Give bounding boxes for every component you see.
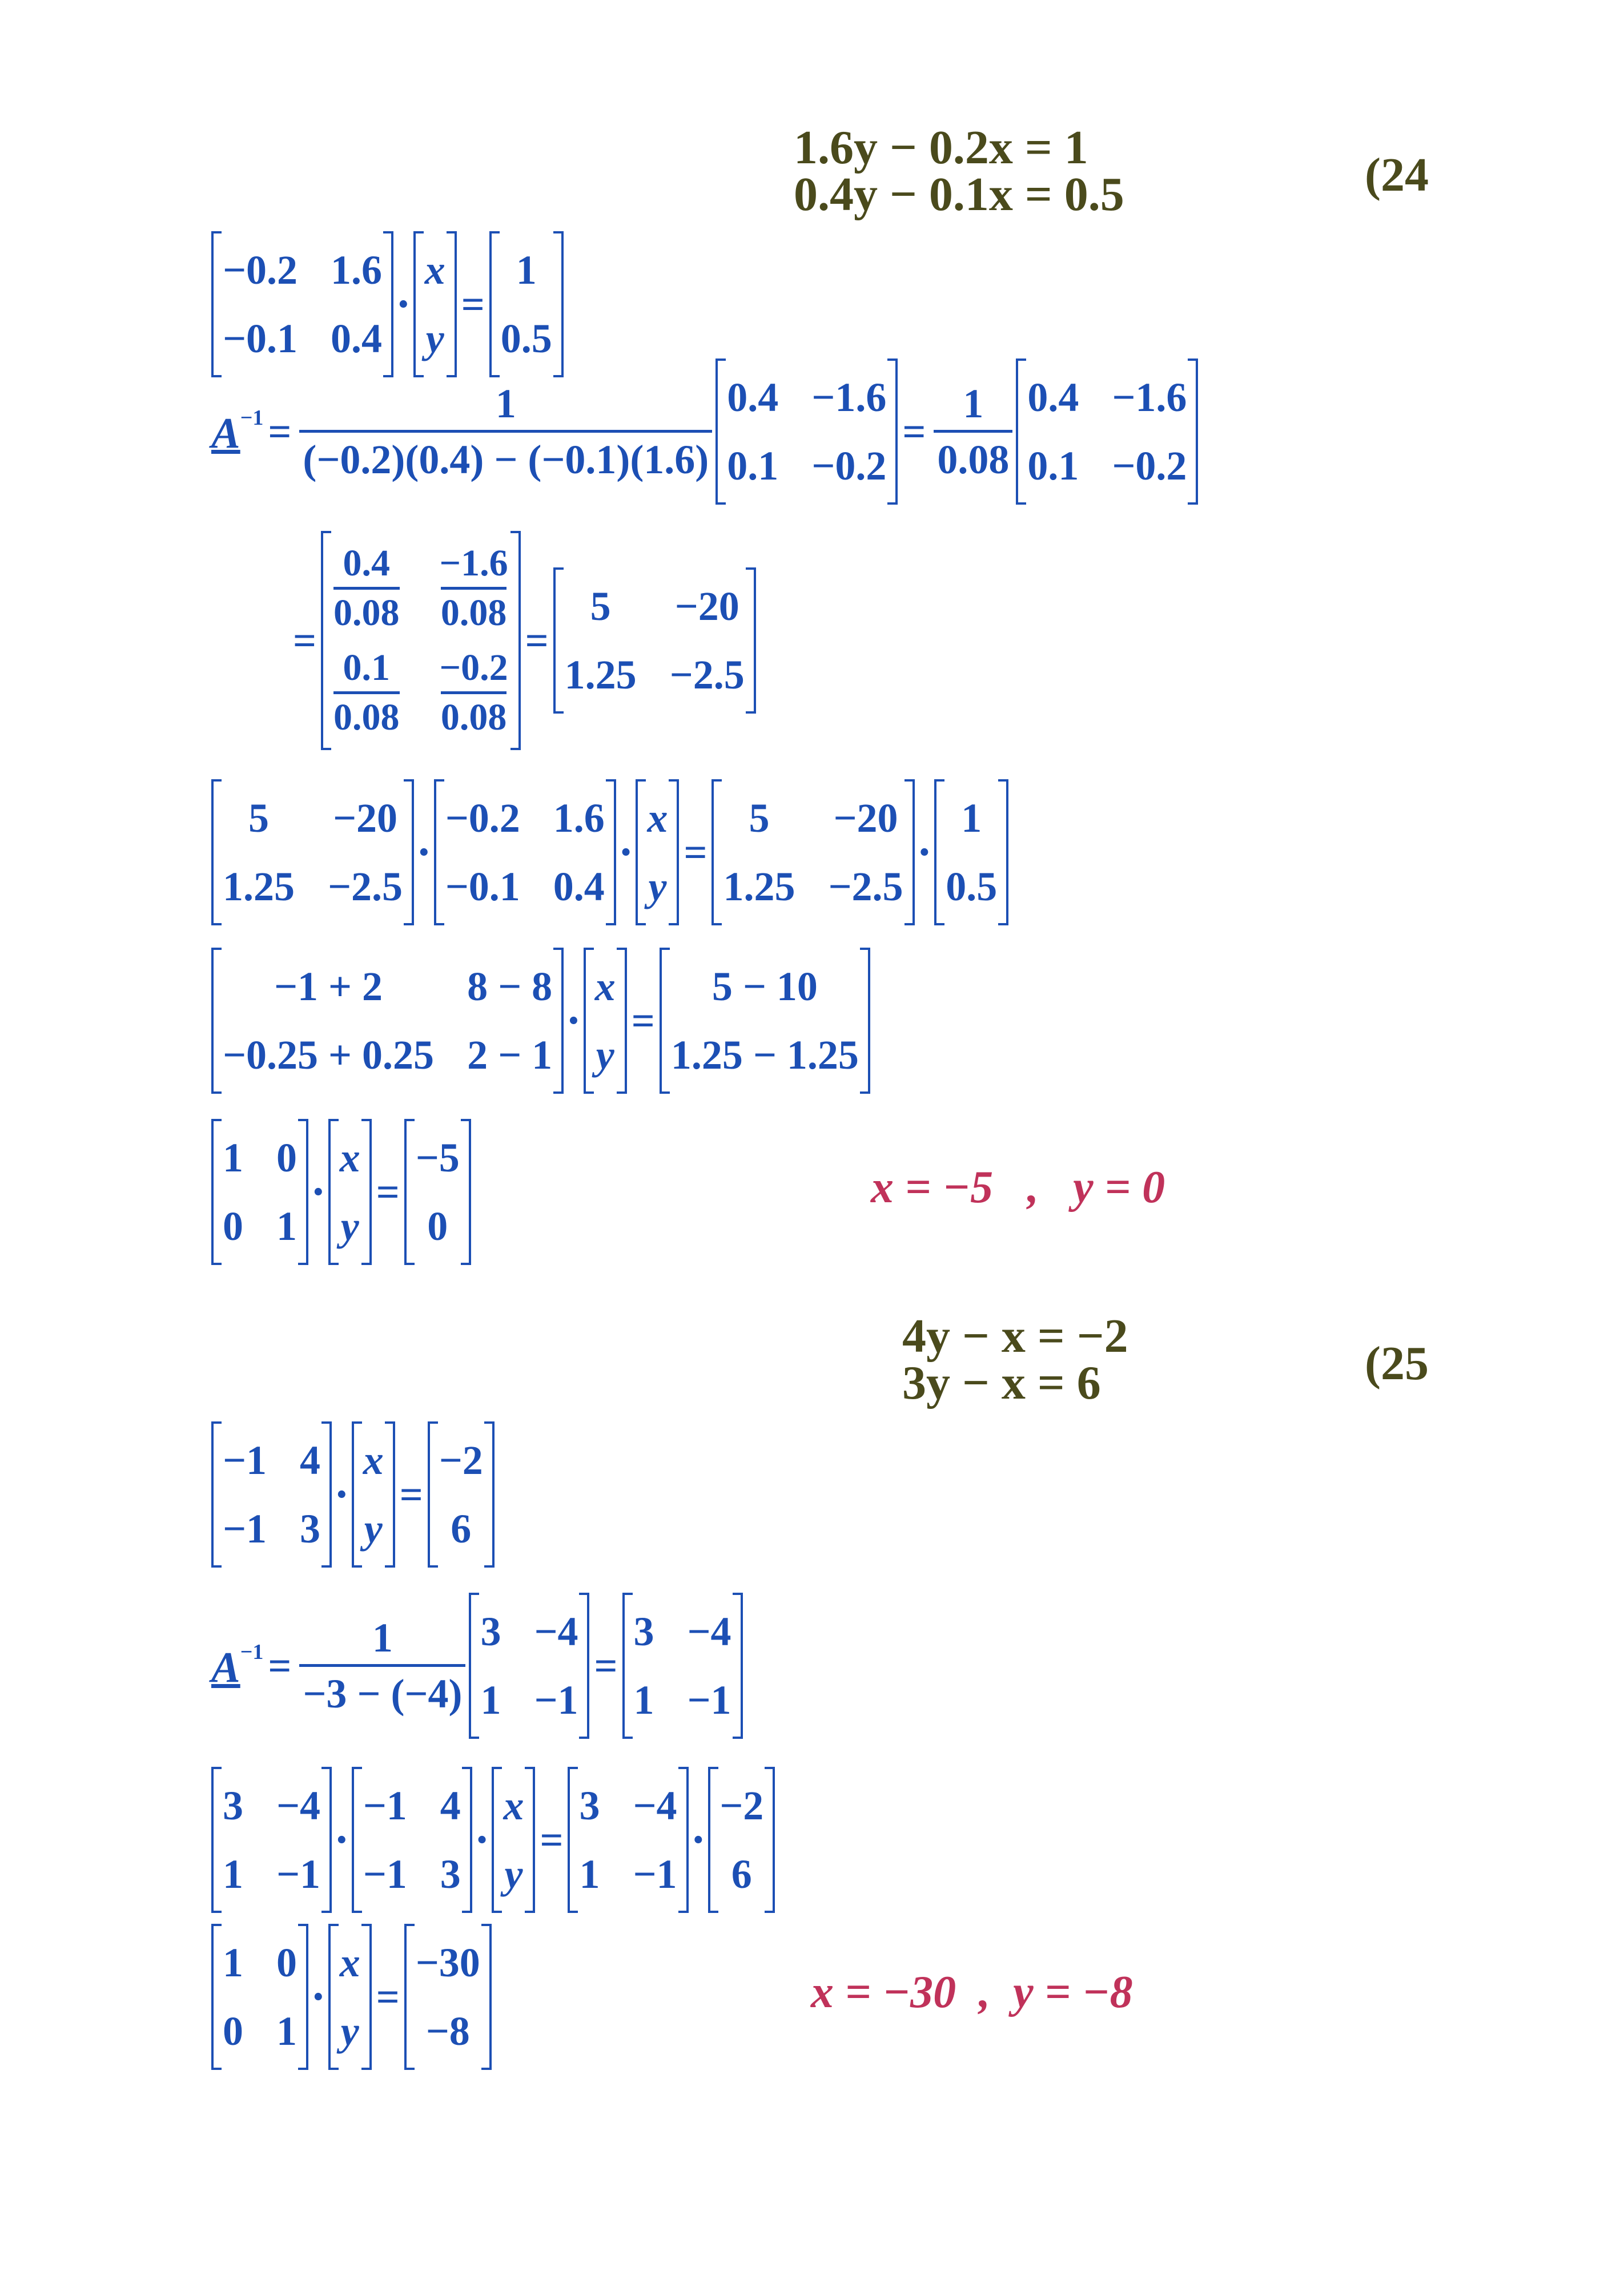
constant-vector: 1 0.5 <box>934 779 1008 925</box>
solution-24: x = −5 , y = 0 <box>871 1162 1165 1213</box>
identity-matrix: 1 0 0 1 <box>211 1924 308 2070</box>
identity-step-24: 1 0 0 1 · x y = −5 0 <box>211 1119 471 1265</box>
inverse-matrix: 5 −20 1.25 −2.5 <box>211 779 414 925</box>
matrix-equation-25: −1 4 −1 3 · x y = −2 6 <box>211 1421 495 1568</box>
product-vector: 5 − 10 1.25 − 1.25 <box>660 948 870 1094</box>
a-inverse-label: $A^{-1}$ <box>211 405 264 457</box>
variable-vector: x y <box>584 948 627 1094</box>
equation-24-2: 0.4y − 0.1x = 0.5 <box>794 168 1124 221</box>
determinant-fraction: $\frac{1}{-3 - (-4)}$ <box>296 1614 469 1718</box>
solution-25: x = −30 , y = −8 <box>811 1967 1133 2017</box>
equation-24-1: 1.6y − 0.2x = 1 <box>794 121 1088 174</box>
divided-matrix: 0.4 0.08 −1.6 0.08 0.1 0.08 −0.2 0.08 <box>321 531 521 750</box>
determinant-fraction: $\frac{1}{(-0.2)(0.4) - (-0.1)(1.6)}$ <box>296 380 715 484</box>
constant-vector: −2 6 <box>428 1421 495 1568</box>
adjugate-matrix-repeat: 0.4 −1.6 0.1 −0.2 <box>1016 359 1198 505</box>
system-24 <box>794 121 1124 221</box>
inverse-matrix: 3 −4 1 −1 <box>622 1593 743 1739</box>
product-step-24: −1 + 2 8 − 8 −0.25 + 0.25 2 − 1 · x y = 5 − 10 1.25 − 1.25 <box>211 948 870 1094</box>
coefficient-matrix: −0.2 1.6 −0.1 0.4 <box>434 779 616 925</box>
identity-step-25: 1 0 0 1 · x y = −30 −8 <box>211 1924 492 2070</box>
equation-25-1: 4y − x = −2 <box>902 1310 1128 1363</box>
inverse-matrix: 3 −4 1 −1 <box>211 1767 332 1913</box>
coefficient-matrix: −0.2 1.6 −0.1 0.4 <box>211 231 393 377</box>
adjugate-matrix: 0.4 −1.6 0.1 −0.2 <box>715 359 898 505</box>
variable-vector: x y <box>352 1421 395 1568</box>
equation-25-2: 3y − x = 6 <box>902 1356 1101 1409</box>
inverse-formula-25: $A^{-1}$ = $\frac{1}{-3 - (-4)}$ 3 −4 1 −1 = 3 −4 1 −1 <box>211 1593 743 1739</box>
product-matrix: −1 + 2 8 − 8 −0.25 + 0.25 2 − 1 <box>211 948 564 1094</box>
inverse-result-24: = 0.4 0.08 −1.6 0.08 0.1 0.08 −0.2 0.08 = 5 −20 1.25 −2.5 <box>288 531 756 750</box>
inverse-matrix: 5 −20 1.25 −2.5 <box>553 567 756 714</box>
inverse-matrix: 3 −4 1 −1 <box>568 1767 688 1913</box>
determinant-value-fraction: $\frac{1}{0.08}$ <box>930 380 1016 484</box>
variable-vector: x y <box>328 1924 372 2070</box>
variable-vector: x y <box>413 231 457 377</box>
variable-vector: x y <box>328 1119 372 1265</box>
identity-matrix: 1 0 0 1 <box>211 1119 308 1265</box>
equation-number-25: (25 <box>1365 1337 1429 1390</box>
equals-sign: = <box>461 281 485 327</box>
inverse-matrix: 5 −20 1.25 −2.5 <box>711 779 914 925</box>
variable-vector: x y <box>492 1767 535 1913</box>
multiply-step-25: 3 −4 1 −1 · −1 4 −1 3 · x y = 3 −4 1 −1 · −2 6 <box>211 1767 775 1913</box>
result-vector: −30 −8 <box>404 1924 492 2070</box>
constant-vector: 1 0.5 <box>489 231 564 377</box>
equation-number-24: (24 <box>1365 148 1429 202</box>
coefficient-matrix: −1 4 −1 3 <box>211 1421 332 1568</box>
result-vector: −5 0 <box>404 1119 471 1265</box>
adjugate-matrix: 3 −4 1 −1 <box>469 1593 589 1739</box>
matrix-equation-24 <box>211 231 564 377</box>
inverse-formula-24: $A^{-1}$ = $\frac{1}{(-0.2)(0.4) - (-0.1)(1.6)}$ 0.4 −1.6 0.1 −0.2 = $\frac{1}{0.08}$ 0.4 −1.6 0.1 −0.2 <box>211 359 1198 505</box>
a-inverse-label: $A^{-1}$ <box>211 1640 264 1691</box>
coefficient-matrix: −1 4 −1 3 <box>352 1767 472 1913</box>
dot-operator: · <box>396 279 411 329</box>
constant-vector: −2 6 <box>708 1767 775 1913</box>
system-25 <box>902 1310 1128 1409</box>
multiply-step-24: 5 −20 1.25 −2.5 · −0.2 1.6 −0.1 0.4 · x y = 5 −20 1.25 −2.5 · 1 0.5 <box>211 779 1008 925</box>
variable-vector: x y <box>636 779 679 925</box>
